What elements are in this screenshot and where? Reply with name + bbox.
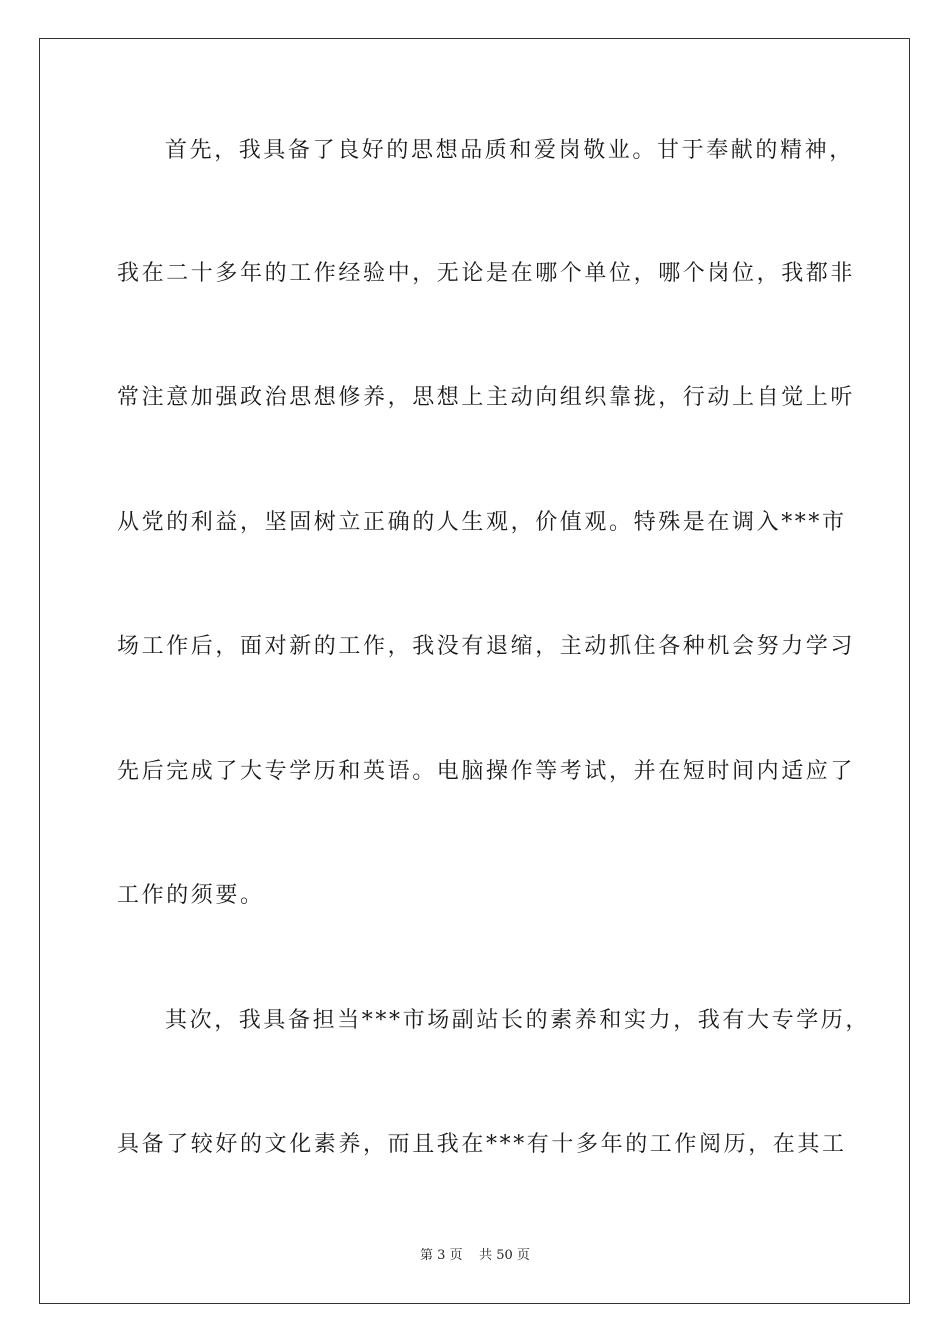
- paragraph-2-line-1: 其次，我具备担当***市场副站长的素养和实力，我有大专学历，: [165, 1008, 871, 1033]
- paragraph-1-line-5: 场工作后，面对新的工作，我没有退缩，主动抓住各种机会努力学习: [117, 634, 856, 659]
- paragraph-1-line-4: 从党的利益，坚固树立正确的人生观，价值观。特殊是在调入***市: [117, 510, 847, 535]
- paragraph-1-line-1: 首先，我具备了良好的思想品质和爱岗敬业。甘于奉献的精神，: [165, 138, 854, 163]
- page-border: [39, 38, 910, 1304]
- paragraph-2-line-2: 具备了较好的文化素养，而且我在***有十多年的工作阅历，在其工: [117, 1132, 847, 1157]
- page-total: 共 50 页: [479, 1248, 530, 1263]
- paragraph-1-line-3: 常注意加强政治思想修养，思想上主动向组织靠拢，行动上自觉上听: [117, 385, 856, 410]
- page-footer: [0, 1247, 950, 1265]
- page-number: 第 3 页: [420, 1248, 463, 1263]
- paragraph-1-line-7: 工作的须要。: [117, 883, 265, 908]
- paragraph-1-line-2: 我在二十多年的工作经验中，无论是在哪个单位，哪个岗位，我都非: [117, 261, 856, 286]
- paragraph-1-line-6: 先后完成了大专学历和英语。电脑操作等考试，并在短时间内适应了: [117, 759, 856, 784]
